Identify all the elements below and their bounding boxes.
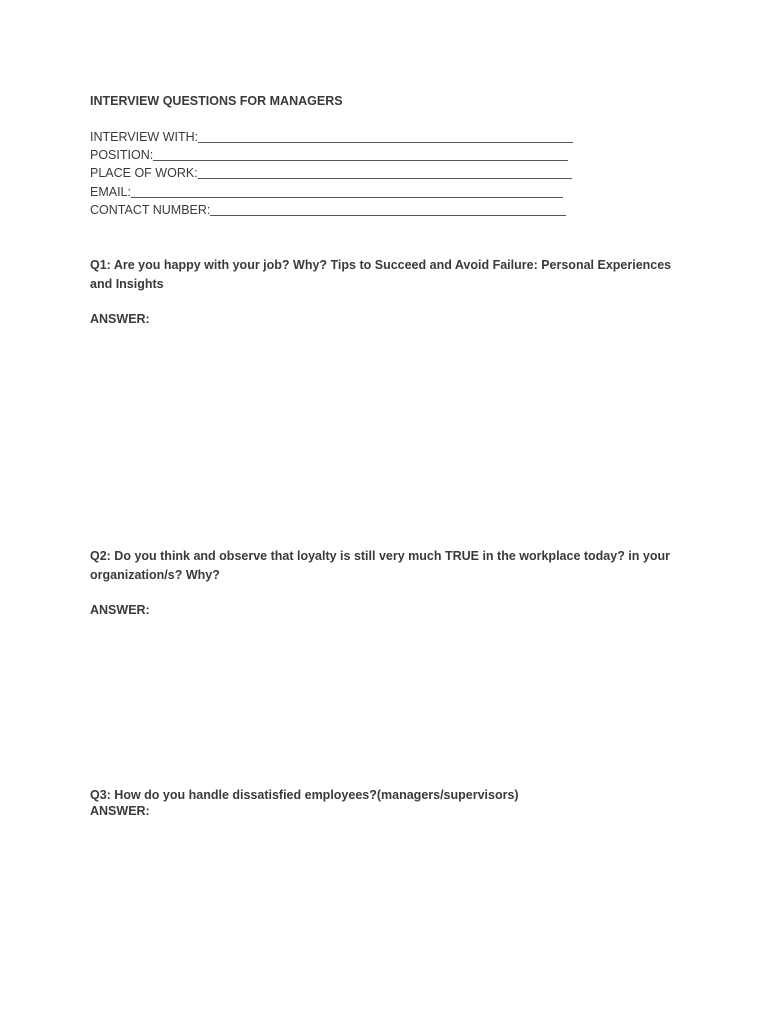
interview-with-blank-line bbox=[198, 128, 573, 143]
answer-label-1: ANSWER: bbox=[90, 312, 150, 326]
document-title: INTERVIEW QUESTIONS FOR MANAGERS bbox=[90, 94, 343, 108]
answer-label-2: ANSWER: bbox=[90, 603, 150, 617]
interview-with-label: INTERVIEW WITH: bbox=[90, 130, 199, 144]
place-of-work-blank-line bbox=[198, 164, 572, 179]
position-blank-line bbox=[153, 146, 568, 161]
email-field bbox=[90, 183, 563, 201]
contact-number-blank-line bbox=[210, 201, 566, 216]
email-blank-line bbox=[131, 183, 563, 198]
contact-number-label: CONTACT NUMBER: bbox=[90, 203, 211, 217]
contact-number-field bbox=[90, 201, 566, 219]
position-label: POSITION: bbox=[90, 148, 154, 162]
question-1: Q1: Are you happy with your job? Why? Tips to Succeed and Avoid Failure: Personal Experiences and Insights bbox=[90, 258, 672, 291]
position-field bbox=[90, 146, 568, 164]
question-3: Q3: How do you handle dissatisfied employees?(managers/supervisors) bbox=[90, 788, 519, 802]
place-of-work-label: PLACE OF WORK: bbox=[90, 166, 198, 180]
question-2: Q2: Do you think and observe that loyalty is still very much TRUE in the workplace today? in your organization/s? Why? bbox=[90, 549, 670, 582]
interview-with-field bbox=[90, 128, 573, 146]
email-label: EMAIL: bbox=[90, 185, 131, 199]
place-of-work-field bbox=[90, 164, 572, 182]
answer-label-3: ANSWER: bbox=[90, 804, 150, 818]
